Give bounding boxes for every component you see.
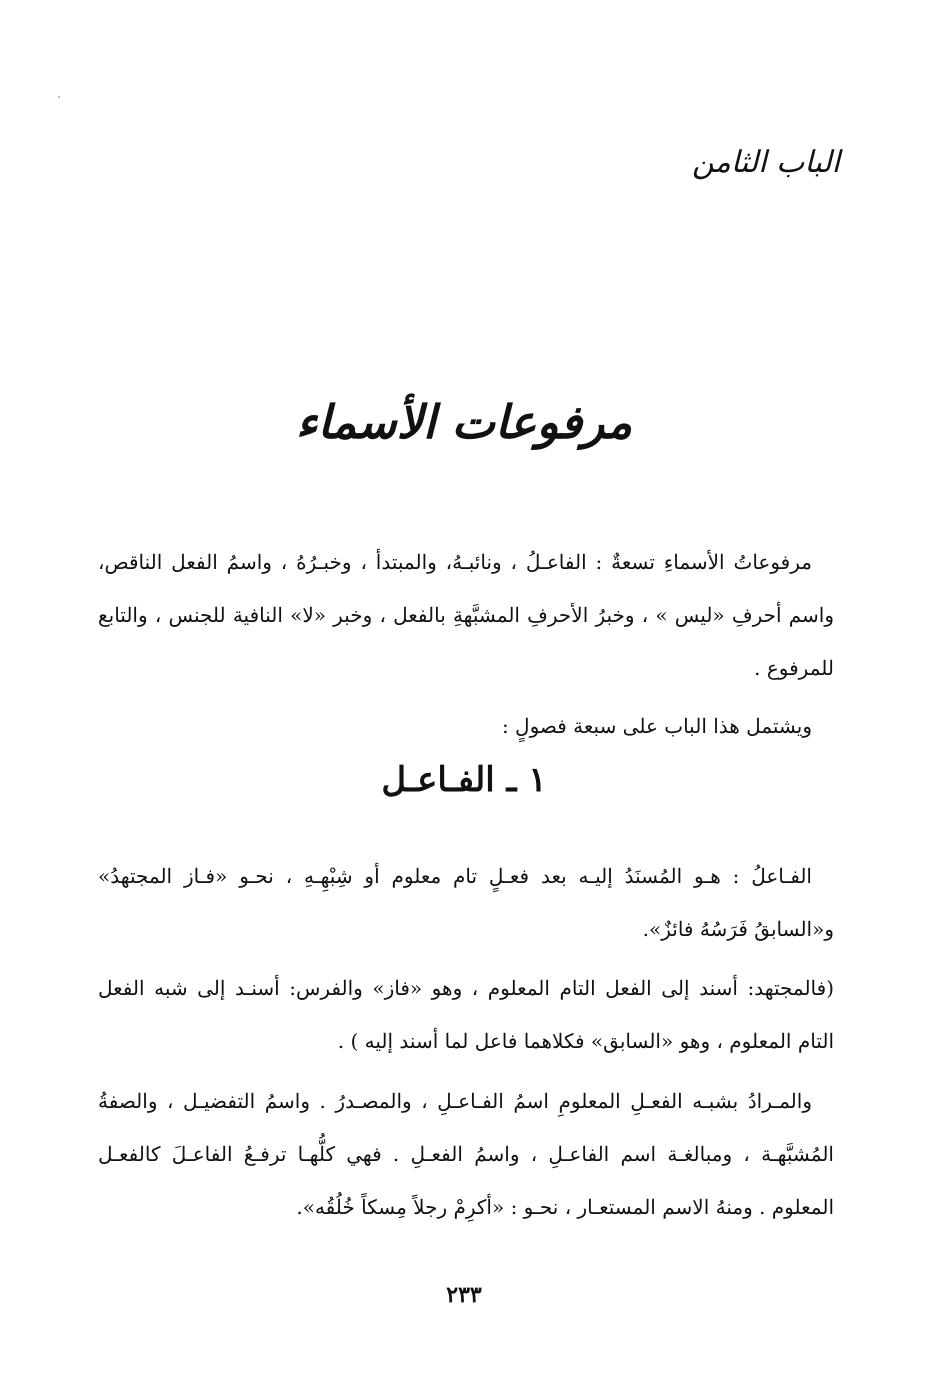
intro-paragraph: مرفوعاتُ الأسماءِ تسعةٌ : الفاعـلُ ، ونائبـهُ، والمبتدأ ، وخبـرُهُ ، واسمُ الفعل الناقص، واسم أحرفِ «ليس » ، وخبرُ الأحرفِ المشبَّهةِ بالفعل ، وخبر «لا» النافية للجنس ، والتابع للمرفوع . — [98, 550, 834, 680]
section-heading: ١ ـ الفـاعـل — [381, 760, 547, 800]
page-number: ٢٣٣ — [446, 1282, 482, 1308]
main-title: مرفوعات الأسماء — [295, 395, 633, 449]
scan-speck — [58, 96, 60, 98]
definition-paragraph: الفـاعلُ : هـو المُسنَدُ إليـه بعد فعـلٍ تام معلوم أو شِبْهِـهِ ، نحـو «فـاز المجتهدُ» و«السابقُ فَرَسُهُ فائزٌ». — [98, 864, 834, 941]
chapter-label: الباب الثامن — [691, 145, 840, 180]
chapters-paragraph: ويشتمل هذا الباب على سبعة فصولٍ : — [501, 714, 812, 738]
example-paragraph: (فالمجتهد: أسند إلى الفعل التام المعلوم ، وهو «فاز» والفرس: أسنـد إلى شبه الفعل التام المعلوم ، وهو «السابق» فكلاهما فاعل لما أسند إليه ) . — [98, 976, 834, 1053]
meaning-paragraph: والمـرادُ بشبـه الفعـلِ المعلومِ اسمُ الفـاعـلِ ، والمصـدرُ . واسمُ التفضيـل ، والصفةُ المُشبَّهـة ، ومبالغـة اسم الفاعـلِ ، واسمُ الفعـلِ . فهي كلُّهـا ترفـعُ الفاعـلَ كالفعـل المعلوم . ومنهُ الاسم المستعـار ، نحـو : «أكرِمْ رجلاً مِسكاً خُلُقُه». — [98, 1089, 834, 1219]
